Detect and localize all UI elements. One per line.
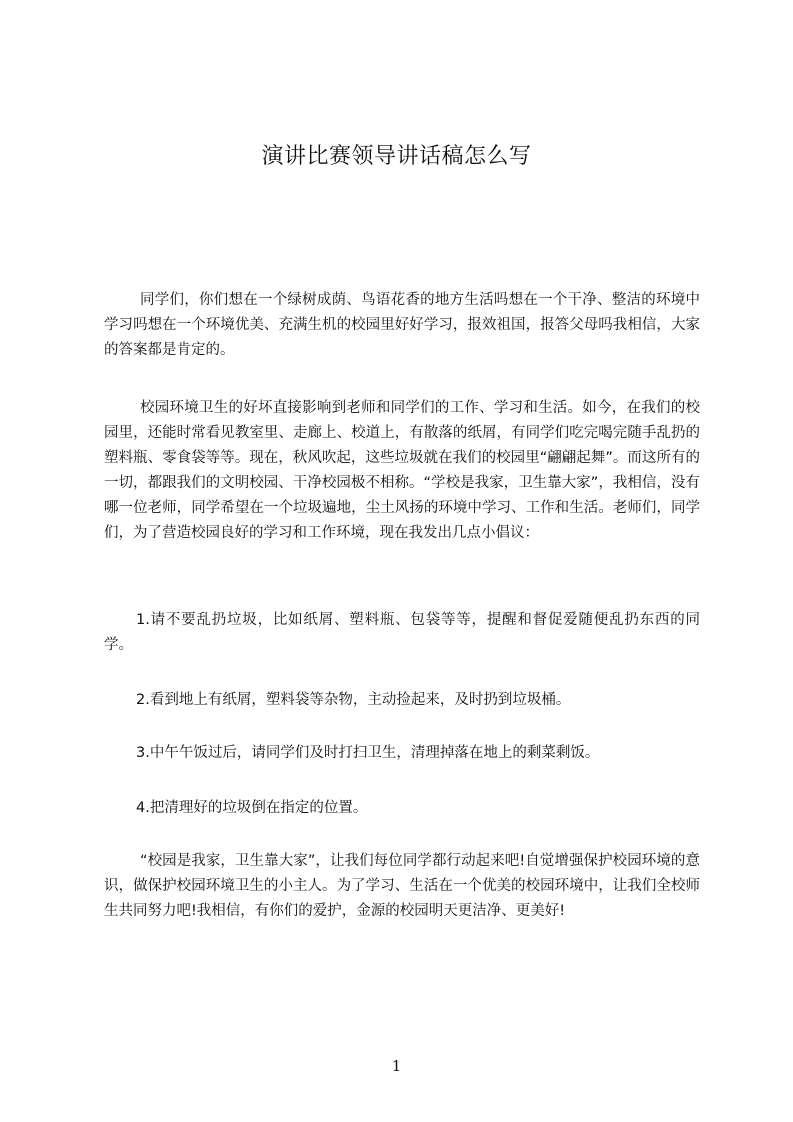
proposal-item-3: 3.中午午饭过后，请同学们及时打扫卫生，清理掉落在地上的剩菜剩饭。 — [136, 745, 600, 761]
proposal-item-1: 1.请不要乱扔垃圾，比如纸屑、塑料瓶、包袋等等，提醒和督促爱随便乱扔东西的同学。 — [104, 612, 700, 653]
proposal-item-4: 4.把清理好的垃圾倒在指定的位置。 — [136, 800, 368, 816]
paragraph-closing: “校园是我家，卫生靠大家”，让我们每位同学都行动起来吧!自觉增强保护校园环境的意识，做保护校园环境卫生的小主人。为了学习、生活在一个优美的校园环境中，让我们全校师生共同努力吧!我相信，有你们的爱护，金源的校园明天更洁净、更美好! — [104, 853, 700, 919]
document-title: 演讲比赛领导讲话稿怎么写 — [261, 144, 532, 169]
paragraph-body: 校园环境卫生的好坏直接影响到老师和同学们的工作、学习和生活。如今，在我们的校园里，还能时常看见教室里、走廊上、校道上，有散落的纸屑，有同学们吃完喝完随手乱扔的塑料瓶、零食袋等等。现在，秋风吹起，这些垃圾就在我们的校园里“翩翩起舞”。而这所有的一切，都跟我们的文明校园、干净校园极不相称。“学校是我家，卫生靠大家”，我相信，没有哪一位老师，同学希望在一个垃圾遍地，尘土风扬的环境中学习、工作和生活。老师们，同学们，为了营造校园良好的学习和工作环境，现在我发出几点小倡议： — [104, 400, 700, 541]
paragraph-intro: 同学们，你们想在一个绿树成荫、鸟语花香的地方生活吗想在一个干净、整洁的环境中学习吗想在一个环境优美、充满生机的校园里好好学习，报效祖国，报答父母吗我相信，大家的答案都是肯定的。 — [104, 292, 700, 358]
proposal-item-2: 2.看到地上有纸屑，塑料袋等杂物，主动捡起来，及时扔到垃圾桶。 — [136, 692, 571, 708]
page-number: 1 — [391, 1057, 402, 1075]
